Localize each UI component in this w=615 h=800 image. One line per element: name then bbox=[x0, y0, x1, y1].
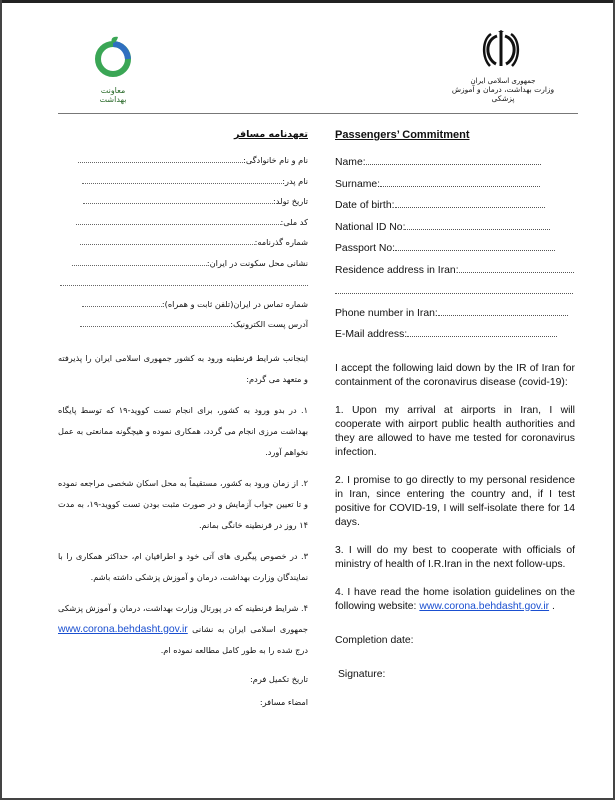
english-passport-field[interactable] bbox=[335, 240, 575, 262]
persian-national-id-field[interactable] bbox=[58, 215, 308, 236]
fill-line bbox=[366, 154, 541, 165]
english-guidelines-link[interactable]: www.corona.behdasht.gov.ir bbox=[419, 600, 550, 612]
english-email-field[interactable] bbox=[335, 326, 575, 348]
english-dob-field[interactable] bbox=[335, 197, 575, 219]
fill-line bbox=[395, 240, 555, 251]
english-field-label: Surname: bbox=[335, 178, 381, 190]
persian-item-4 bbox=[58, 598, 308, 661]
fill-line bbox=[459, 262, 574, 273]
english-title: Passengers’ Commitment bbox=[335, 129, 470, 141]
english-item-3: 3. I will do my best to cooperate with officials of ministry of health of I.R.Iran in the next follow-ups. bbox=[335, 544, 575, 570]
fill-line bbox=[82, 297, 162, 307]
english-item-1: 1. Upon my arrival at airports in Iran, I will cooperate with airport public health authorities and they are allowed to have me tested for coronavirus infection. bbox=[335, 404, 575, 458]
english-field-label: Passport No: bbox=[335, 243, 396, 254]
persian-guidelines-link[interactable]: www.corona.behdasht.gov.ir bbox=[58, 623, 188, 635]
persian-field-label: نام و نام خانوادگی: bbox=[243, 155, 308, 165]
persian-item-1: ۱. در بدو ورود به کشور، برای انجام تست کووید-۱۹ که توسط پایگاه بهداشت مرزی انجام می گردد، همکاری نموده و هیچگونه ممانعتی به عمل نخواهم آورد. bbox=[58, 404, 308, 457]
persian-phone-field[interactable] bbox=[58, 297, 308, 318]
fill-line bbox=[76, 215, 281, 225]
persian-field-label: نشانی محل سکونت در ایران: bbox=[206, 257, 308, 268]
persian-dob-field[interactable] bbox=[58, 194, 308, 215]
persian-completion-date: تاریخ تکمیل فرم: bbox=[250, 673, 308, 684]
persian-email-field[interactable] bbox=[58, 317, 308, 338]
english-address-field[interactable] bbox=[335, 262, 575, 284]
persian-field-label: نام پدر: bbox=[282, 175, 308, 186]
persian-name-field[interactable] bbox=[58, 153, 308, 174]
english-column bbox=[335, 128, 575, 682]
persian-address-line2[interactable] bbox=[58, 276, 308, 297]
page-border-left bbox=[0, 0, 2, 800]
fill-line bbox=[380, 176, 540, 187]
persian-field-label: کد ملی: bbox=[280, 216, 308, 227]
english-signature: Signature: bbox=[338, 668, 386, 680]
persian-field-label: آدرس پست الکترونیک: bbox=[230, 319, 308, 329]
persian-passport-field[interactable] bbox=[58, 235, 308, 256]
fill-line bbox=[80, 317, 230, 327]
persian-address-field[interactable] bbox=[58, 256, 308, 277]
persian-field-label: شماره گذرنامه: bbox=[254, 237, 308, 247]
fill-line bbox=[72, 256, 207, 266]
english-address-line2[interactable] bbox=[335, 283, 575, 305]
persian-father-name-field[interactable] bbox=[58, 174, 308, 195]
english-name-field[interactable] bbox=[335, 154, 575, 176]
fill-line bbox=[405, 219, 550, 230]
persian-field-label: تاریخ تولد: bbox=[273, 196, 308, 206]
ministry-name-label: وزارت بهداشت، درمان و آموزش پزشکی bbox=[451, 85, 555, 103]
english-national-id-field[interactable] bbox=[335, 219, 575, 241]
fill-line bbox=[395, 197, 545, 208]
persian-intro: اینجانب شرایط قرنطینه ورود به کشور جمهوری اسلامی ایران را پذیرفته و متعهد می گردم: bbox=[58, 352, 308, 384]
fill-line bbox=[78, 153, 243, 163]
fill-line bbox=[80, 235, 255, 245]
health-deputy-caption: معاونت بهداشت bbox=[99, 86, 127, 104]
fill-line bbox=[335, 283, 573, 294]
fill-line bbox=[438, 305, 568, 316]
fill-line bbox=[82, 174, 282, 184]
english-field-label: E-Mail address: bbox=[335, 329, 408, 340]
english-item-4-text: 4. I have read the home isolation guidelines on the following website: bbox=[335, 586, 575, 612]
fill-line bbox=[407, 326, 557, 337]
persian-field-label: شماره تماس در ایران(تلفن ثابت و همراه): bbox=[161, 298, 308, 309]
ministry-country-label: جمهوری اسلامی ایران bbox=[470, 77, 536, 85]
apple-logo-icon bbox=[91, 35, 135, 79]
persian-item-2: ۲. از زمان ورود به کشور، مستقیماً به محل اسکان شخصی مراجعه نموده و تا تعیین جواب آزمایش و در صورت مثبت بودن تست کووید-۱۹، به مدت ۱۴ روز در قرنطینه خانگی بمانم. bbox=[58, 477, 308, 530]
english-field-label: National ID No: bbox=[335, 221, 406, 233]
fill-line bbox=[60, 276, 308, 286]
persian-item-4-end: درج شده را به طور کامل مطالعه نموده ام. bbox=[160, 644, 308, 655]
persian-title: تعهدنامه مسافر bbox=[233, 129, 308, 140]
fill-line bbox=[83, 194, 273, 204]
header-divider bbox=[58, 113, 578, 114]
english-item-4 bbox=[335, 586, 575, 614]
persian-item-4-text: ۴. شرایط قرنطینه که در پورتال وزارت بهداشت، درمان و آموزش پزشکی جمهوری اسلامی ایران به نشانی bbox=[58, 602, 308, 634]
english-phone-field[interactable] bbox=[335, 305, 575, 327]
english-item-4-end: . bbox=[551, 600, 555, 612]
english-item-2: 2. I promise to go directly to my personal residence in Iran, since entering the country and, if I test positive for COVID-19, I will self-isolate there for 14 days. bbox=[335, 474, 575, 528]
iran-emblem-icon bbox=[476, 30, 526, 70]
persian-item-3: ۳. در خصوص پیگیری های آتی خود و اطرافیان ام، حداکثر همکاری را با نمایندگان وزارت بهداشت، درمان و آموزش پزشکی داشته باشم. bbox=[58, 550, 308, 582]
english-field-label: Date of birth: bbox=[335, 200, 395, 211]
english-field-label: Residence address in Iran: bbox=[335, 264, 459, 276]
english-completion-date: Completion date: bbox=[335, 634, 414, 646]
english-surname-field[interactable] bbox=[335, 176, 575, 198]
ministry-logo bbox=[448, 30, 558, 103]
persian-column bbox=[58, 128, 308, 713]
page-border-top bbox=[0, 0, 615, 3]
english-field-label: Phone number in Iran: bbox=[335, 307, 438, 319]
persian-signature: امضاء مسافر: bbox=[259, 696, 308, 707]
health-deputy-logo bbox=[88, 35, 138, 104]
english-field-label: Name: bbox=[335, 157, 366, 168]
english-intro: I accept the following laid down by the IR of Iran for containment of the coronavirus disease (covid-19): bbox=[335, 362, 575, 388]
